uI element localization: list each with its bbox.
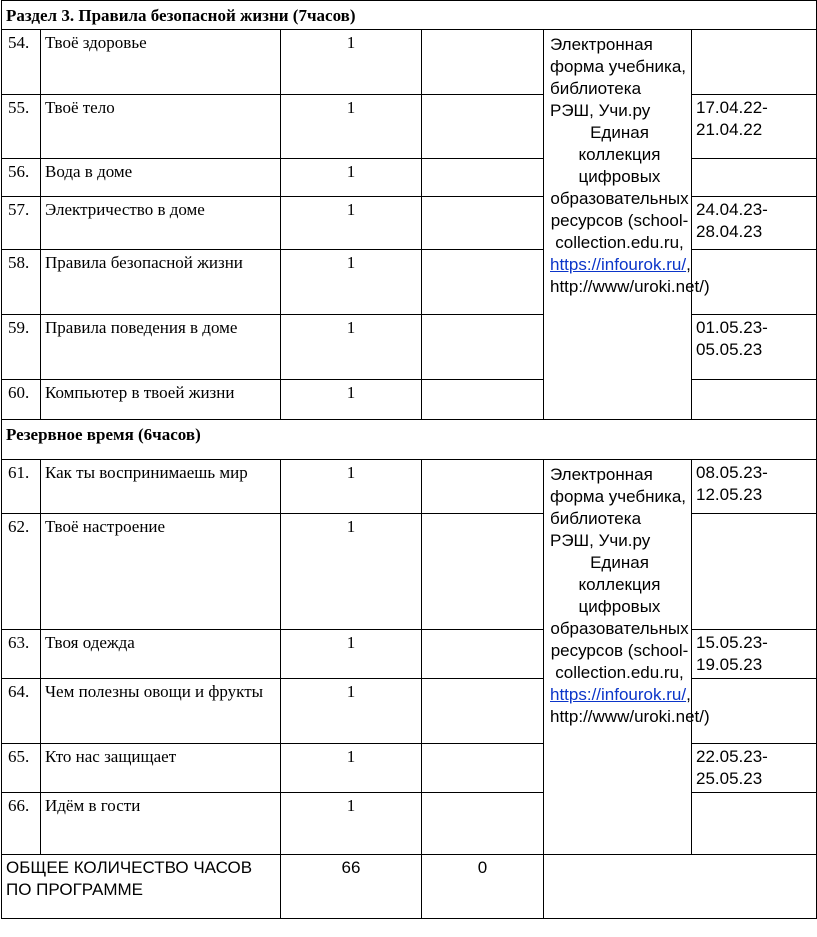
control-works-cell bbox=[422, 744, 544, 793]
lesson-number: 54. bbox=[2, 30, 41, 95]
resource-collection-text: Единая коллекция цифровых образовательных ресурсов (school-collection.edu.ru, bbox=[550, 123, 689, 252]
lesson-topic: Твоё здоровье bbox=[41, 30, 281, 95]
date-cell bbox=[692, 250, 817, 315]
table-row bbox=[2, 630, 817, 679]
control-works-cell bbox=[422, 679, 544, 744]
control-works-cell bbox=[422, 380, 544, 420]
section-title: Резервное время (6часов) bbox=[2, 420, 817, 460]
date-cell: 24.04.23-28.04.23 bbox=[692, 197, 817, 250]
table-row bbox=[2, 744, 817, 793]
date-cell bbox=[692, 793, 817, 855]
lesson-hours: 1 bbox=[281, 514, 422, 630]
control-works-cell bbox=[422, 315, 544, 380]
lesson-number: 60. bbox=[2, 380, 41, 420]
lesson-number: 61. bbox=[2, 460, 41, 514]
date-cell: 17.04.22-21.04.22 bbox=[692, 95, 817, 159]
lesson-topic: Твоё настроение bbox=[41, 514, 281, 630]
table-row bbox=[2, 95, 817, 159]
date-cell: 22.05.23-25.05.23 bbox=[692, 744, 817, 793]
control-works-cell bbox=[422, 250, 544, 315]
date-cell bbox=[692, 159, 817, 197]
control-works-cell bbox=[422, 95, 544, 159]
date-cell bbox=[692, 30, 817, 95]
lesson-topic: Твоя одежда bbox=[41, 630, 281, 679]
control-works-cell bbox=[422, 514, 544, 630]
lesson-number: 66. bbox=[2, 793, 41, 855]
resource-cell bbox=[544, 30, 710, 420]
lesson-hours: 1 bbox=[281, 380, 422, 420]
lesson-hours: 1 bbox=[281, 744, 422, 793]
date-cell bbox=[692, 679, 817, 744]
lesson-number: 59. bbox=[2, 315, 41, 380]
lesson-number: 58. bbox=[2, 250, 41, 315]
resource-tail-text: , http://www/uroki.net/) bbox=[550, 685, 710, 726]
lesson-topic: Компьютер в твоей жизни bbox=[41, 380, 281, 420]
lesson-topic: Вода в доме bbox=[41, 159, 281, 197]
infourok-link[interactable]: https://infourok.ru/ bbox=[550, 685, 687, 704]
table-row bbox=[2, 159, 817, 197]
total-label: ОБЩЕЕ КОЛИЧЕСТВО ЧАСОВ ПО ПРОГРАММЕ bbox=[2, 855, 281, 919]
lesson-hours: 1 bbox=[281, 95, 422, 159]
date-cell: 08.05.23-12.05.23 bbox=[692, 460, 817, 514]
lesson-plan-table bbox=[1, 0, 817, 919]
date-cell: 01.05.23-05.05.23 bbox=[692, 315, 817, 380]
table-row bbox=[2, 30, 817, 95]
lesson-hours: 1 bbox=[281, 793, 422, 855]
lesson-topic: Кто нас защищает bbox=[41, 744, 281, 793]
control-works-cell bbox=[422, 793, 544, 855]
lesson-hours: 1 bbox=[281, 630, 422, 679]
table-row bbox=[2, 315, 817, 380]
lesson-number: 65. bbox=[2, 744, 41, 793]
lesson-number: 62. bbox=[2, 514, 41, 630]
table-row bbox=[2, 514, 817, 630]
infourok-link[interactable]: https://infourok.ru/ bbox=[550, 255, 687, 274]
total-hours: 66 bbox=[281, 855, 422, 919]
lesson-topic: Электричество в доме bbox=[41, 197, 281, 250]
section-header-row bbox=[2, 1, 817, 30]
lesson-topic: Правила безопасной жизни bbox=[41, 250, 281, 315]
section-title: Раздел 3. Правила безопасной жизни (7часов) bbox=[2, 1, 817, 30]
total-empty-cell bbox=[544, 855, 817, 919]
resource-text: Электронная форма учебника, библиотека РЭШ, Учи.ру bbox=[550, 465, 686, 550]
lesson-hours: 1 bbox=[281, 460, 422, 514]
lesson-hours: 1 bbox=[281, 30, 422, 95]
lesson-hours: 1 bbox=[281, 250, 422, 315]
table-row bbox=[2, 793, 817, 855]
lesson-hours: 1 bbox=[281, 197, 422, 250]
resource-tail-text: , http://www/uroki.net/) bbox=[550, 255, 710, 296]
lesson-number: 56. bbox=[2, 159, 41, 197]
date-cell bbox=[692, 514, 817, 630]
total-control-works: 0 bbox=[422, 855, 544, 919]
section-header-row bbox=[2, 420, 817, 460]
lesson-number: 55. bbox=[2, 95, 41, 159]
lesson-hours: 1 bbox=[281, 679, 422, 744]
lesson-topic: Твоё тело bbox=[41, 95, 281, 159]
control-works-cell bbox=[422, 460, 544, 514]
table-row bbox=[2, 460, 817, 514]
lesson-number: 57. bbox=[2, 197, 41, 250]
lesson-topic: Правила поведения в доме bbox=[41, 315, 281, 380]
control-works-cell bbox=[422, 159, 544, 197]
resource-collection-text: Единая коллекция цифровых образовательных ресурсов (school-collection.edu.ru, bbox=[550, 553, 689, 682]
lesson-topic: Чем полезны овощи и фрукты bbox=[41, 679, 281, 744]
resource-text: Электронная форма учебника, библиотека РЭШ, Учи.ру bbox=[550, 35, 686, 120]
resource-cell bbox=[544, 460, 710, 855]
lesson-number: 63. bbox=[2, 630, 41, 679]
lesson-hours: 1 bbox=[281, 159, 422, 197]
date-cell: 15.05.23-19.05.23 bbox=[692, 630, 817, 679]
control-works-cell bbox=[422, 197, 544, 250]
table-row bbox=[2, 380, 817, 420]
control-works-cell bbox=[422, 30, 544, 95]
date-cell bbox=[692, 380, 817, 420]
lesson-hours: 1 bbox=[281, 315, 422, 380]
lesson-topic: Как ты воспринимаешь мир bbox=[41, 460, 281, 514]
lesson-topic: Идём в гости bbox=[41, 793, 281, 855]
control-works-cell bbox=[422, 630, 544, 679]
table-row bbox=[2, 197, 817, 250]
total-row bbox=[2, 855, 817, 919]
lesson-number: 64. bbox=[2, 679, 41, 744]
